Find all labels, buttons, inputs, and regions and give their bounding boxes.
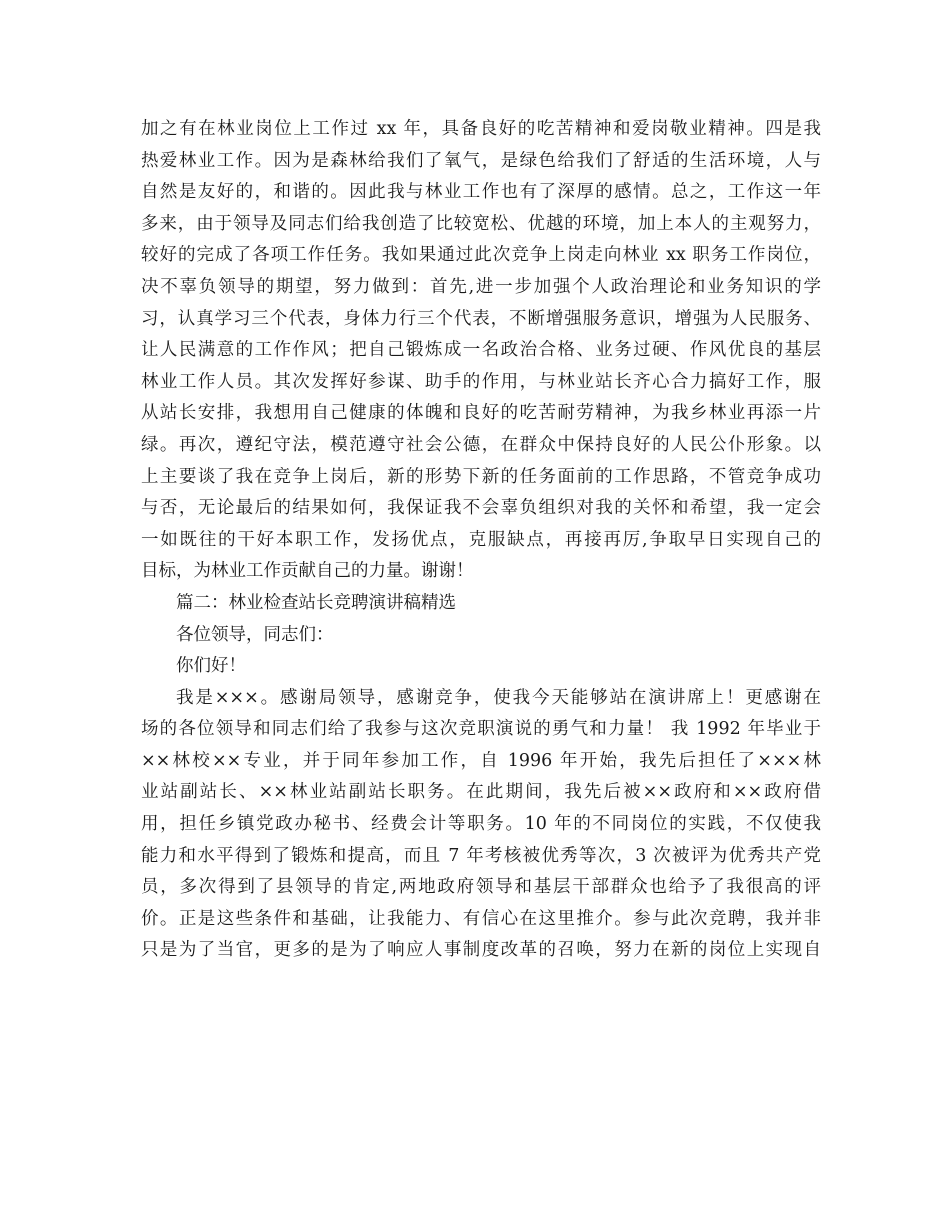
text-line: 一如既往的干好本职工作，发扬优点，克服缺点，再接再厉,争取早日实现自己的	[141, 529, 821, 550]
text-line: 自然是友好的，和谐的。因此我与林业工作也有了深厚的感情。总之，工作这一年	[141, 182, 821, 203]
text-line: 让人民满意的工作作风；把自己锻炼成一名政治合格、业务过硬、作风优良的基层	[141, 340, 821, 361]
text-line: 员，多次得到了县领导的肯定,两地政府领导和基层干部群众也给予了我很高的评	[141, 877, 821, 898]
text-line: 绿。再次，遵纪守法，模范遵守社会公德，在群众中保持良好的人民公仆形象。以	[141, 434, 821, 455]
text-line: 多来，由于领导及同志们给我创造了比较宽松、优越的环境，加上本人的主观努力，	[141, 213, 821, 234]
text-line: ××林校××专业，并于同年参加工作，自 1996 年开始，我先后担任了×××林	[141, 750, 821, 771]
text-line: 价。正是这些条件和基础，让我能力、有信心在这里推介。参与此次竞聘，我并非	[141, 908, 821, 929]
paragraph-speech	[141, 683, 821, 967]
text-line: 林业工作人员。其次发挥好参谋、助手的作用，与林业站长齐心合力搞好工作，服	[141, 371, 821, 392]
text-line: 习，认真学习三个代表，身体力行三个代表，不断增强服务意识，增强为人民服务、	[141, 308, 821, 329]
text-line: 目标，为林业工作贡献自己的力量。谢谢！	[141, 561, 474, 582]
greeting: 你们好！	[176, 656, 246, 677]
text-line: 我是×××。感谢局领导，感谢竞争，使我今天能够站在演讲席上！更感谢在	[176, 687, 821, 708]
text-line: 场的各位领导和同志们给了我参与这次竞职演说的勇气和力量！ 我 1992 年毕业于	[141, 719, 821, 740]
text-line: 只是为了当官，更多的是为了响应人事制度改革的召唤，努力在新的岗位上实现自	[141, 940, 821, 961]
text-line: 与否，无论最后的结果如何，我保证我不会辜负组织对我的关怀和希望，我一定会	[141, 498, 821, 519]
document-body	[141, 114, 821, 967]
section-heading: 篇二：林业检查站长竞聘演讲稿精选	[176, 592, 456, 613]
paragraph-continuation	[141, 114, 821, 588]
text-line: 加之有在林业岗位上工作过 xx 年，具备良好的吃苦精神和爱岗敬业精神。四是我	[141, 119, 821, 139]
text-line: 从站长安排，我想用自己健康的体魄和良好的吃苦耐劳精神，为我乡林业再添一片	[141, 403, 821, 424]
text-line: 用，担任乡镇党政办秘书、经费会计等职务。10 年的不同岗位的实践，不仅使我	[141, 814, 821, 835]
text-line: 热爱林业工作。因为是森林给我们了氧气，是绿色给我们了舒适的生活环境，人与	[141, 150, 821, 171]
text-line: 能力和水平得到了锻炼和提高，而且 7 年考核被优秀等次，3 次被评为优秀共产党	[141, 845, 821, 866]
text-line: 较好的完成了各项工作任务。我如果通过此次竞争上岗走向林业 xx 职务工作岗位，	[141, 245, 821, 266]
salutation: 各位领导，同志们：	[176, 624, 334, 645]
text-line: 业站副站长、××林业站副站长职务。在此期间，我先后被××政府和××政府借	[141, 782, 821, 803]
text-line: 决不辜负领导的期望，努力做到：首先,进一步加强个人政治理论和业务知识的学	[141, 276, 821, 297]
text-line: 上主要谈了我在竞争上岗后，新的形势下新的任务面前的工作思路，不管竞争成功	[141, 466, 821, 487]
